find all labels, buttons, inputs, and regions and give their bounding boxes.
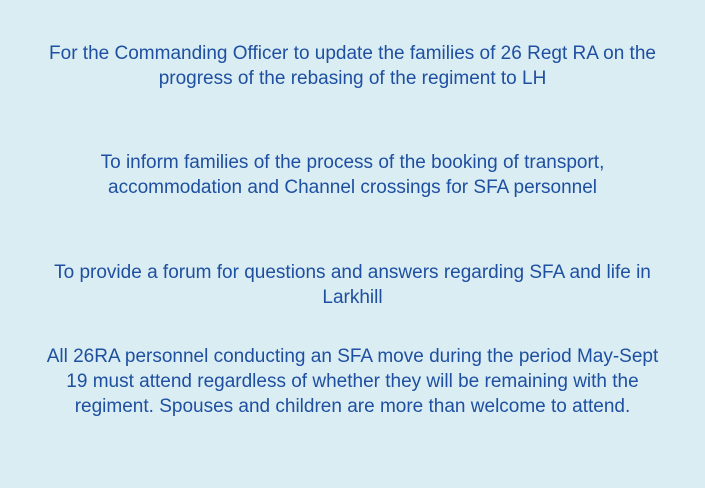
attendance-requirement-paragraph: All 26RA personnel conducting an SFA move during the period May-Sept 19 must attend regardless of whether they will be remaining with the regiment. Spouses and children are more than welcome to attend. [46,346,659,417]
purpose-paragraph-forum: To provide a forum for questions and answers regarding SFA and life in Larkhill [54,262,651,308]
purpose-paragraph-booking: To inform families of the process of the booking of transport, accommodation and Channel crossings for SFA personnel [100,152,605,198]
purpose-paragraph-update: For the Commanding Officer to update the families of 26 Regt RA on the progress of the rebasing of the regiment to LH [49,43,656,89]
